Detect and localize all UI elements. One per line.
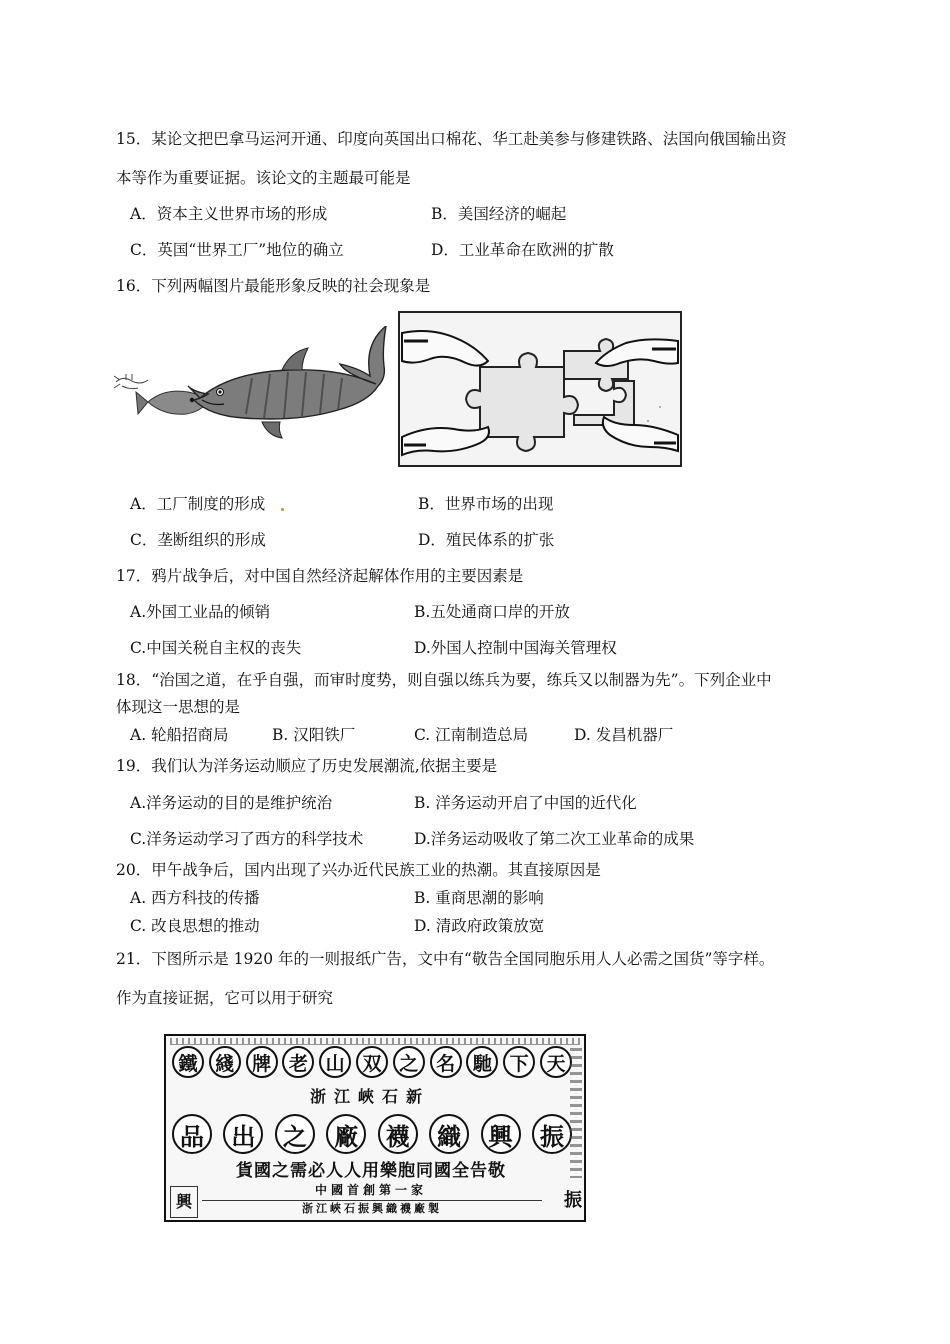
ad-char: 下 (503, 1046, 535, 1078)
q20-option-a: A. 西方科技的传播 (130, 889, 260, 907)
ad-side-left: 興 (170, 1186, 198, 1218)
ad-char: 老 (282, 1046, 314, 1078)
q19-option-d: D.洋务运动吸收了第二次工业革命的成果 (414, 830, 695, 848)
q17-option-a: A.外国工业品的倾销 (130, 603, 271, 621)
q18-option-b: B. 汉阳铁厂 (272, 726, 356, 744)
ad-big-char: 廠 (326, 1114, 366, 1154)
ad-char: 馳 (466, 1046, 498, 1078)
q15-option-b: B．美国经济的崛起 (431, 205, 567, 223)
q20-stem: 20．甲午战争后，国内出现了兴办近代民族工业的热潮。其直接原因是 (116, 861, 601, 879)
ad-row3 (172, 1114, 572, 1154)
q21-stem-line1: 21．下图所示是 1920 年的一则报纸广告，文中有“敬告全国同胞乐用人人必需之国货”等字样。 (116, 950, 775, 968)
q19-stem: 19．我们认为洋务运动顺应了历史发展潮流,依据主要是 (116, 757, 498, 775)
q16-stem: 16．下列两幅图片最能形象反映的社会现象是 (116, 277, 431, 295)
newspaper-advertisement-figure (164, 1034, 586, 1222)
hands-assembling-puzzle-figure (398, 311, 682, 467)
ad-big-char: 之 (275, 1114, 315, 1154)
ad-row5: 中國首創第一家 (314, 1183, 427, 1197)
ad-side-right: 振 (564, 1190, 582, 1211)
q17-option-b: B.五处通商口岸的开放 (414, 603, 570, 621)
q15-stem-line2: 本等作为重要证据。该论文的主题最可能是 (116, 169, 411, 187)
q19-option-c: C.洋务运动学习了西方的科学技术 (130, 830, 364, 848)
q18-option-c: C. 江南制造总局 (414, 726, 529, 744)
q16-option-b: B．世界市场的出现 (418, 495, 554, 513)
ad-big-char: 襪 (378, 1114, 418, 1154)
q18-stem-line1: 18．“治国之道，在乎自强，而审时度势，则自强以练兵为要，练兵又以制器为先”。下列企业中 (116, 671, 772, 689)
q15-option-c: C．英国“世界工厂”地位的确立 (130, 241, 344, 259)
ad-big-char: 出 (223, 1114, 263, 1154)
q16-option-d: D．殖民体系的扩张 (418, 531, 555, 549)
ad-big-char: 品 (172, 1114, 212, 1154)
ad-char: 鐵 (172, 1046, 204, 1078)
q16-option-c: C．垄断组织的形成 (130, 531, 266, 549)
q17-option-d: D.外国人控制中国海关管理权 (414, 639, 617, 657)
q21-stem-line2: 作为直接证据，它可以用于研究 (116, 989, 334, 1007)
ad-char: 之 (393, 1046, 425, 1078)
q19-option-b: B. 洋务运动开启了中国的近代化 (414, 794, 637, 812)
ad-big-char: 興 (481, 1114, 521, 1154)
q15-stem-line1: 15．某论文把巴拿马运河开通、印度向英国出口棉花、华工赴美参与修建铁路、法国向俄国输出资 (116, 130, 787, 148)
q20-option-d: D. 清政府政策放宽 (414, 917, 545, 935)
q19-option-a: A.洋务运动的目的是维护统治 (130, 794, 333, 812)
q20-option-b: B. 重商思潮的影响 (414, 889, 544, 907)
q18-stem-line2: 体现这一思想的是 (116, 698, 241, 716)
q18-option-d: D. 发昌机器厂 (574, 726, 674, 744)
ad-char: 綫 (209, 1046, 241, 1078)
ad-row4: 貨國之需必人人用樂胞同國全告敬 (236, 1161, 506, 1181)
ad-char: 牌 (246, 1046, 278, 1078)
ad-big-char: 振 (532, 1114, 572, 1154)
stray-mark (281, 508, 284, 511)
ad-char: 天 (540, 1046, 572, 1078)
q15-option-d: D．工业革命在欧洲的扩散 (431, 241, 614, 259)
ad-row2: 浙江峽石新 (309, 1087, 430, 1106)
q17-stem: 17．鸦片战争后，对中国自然经济起解体作用的主要因素是 (116, 567, 524, 585)
ad-char: 双 (356, 1046, 388, 1078)
ad-char: 山 (319, 1046, 351, 1078)
ad-header-strip (170, 1038, 580, 1045)
ad-row1 (172, 1046, 572, 1080)
q17-option-c: C.中国关税自主权的丧失 (130, 639, 302, 657)
q20-option-c: C. 改良思想的推动 (130, 917, 260, 935)
q15-option-a: A．资本主义世界市场的形成 (130, 205, 328, 223)
q16-option-a: A．工厂制度的形成 (130, 495, 266, 513)
q18-option-a: A. 轮船招商局 (130, 726, 229, 744)
ad-big-char: 織 (429, 1114, 469, 1154)
ad-char: 名 (430, 1046, 462, 1078)
ad-side-column (570, 1048, 582, 1178)
big-fish-eats-small-fish-figure (112, 326, 396, 450)
ad-row6: 浙江峽石振興織襪廠製 (202, 1200, 542, 1217)
